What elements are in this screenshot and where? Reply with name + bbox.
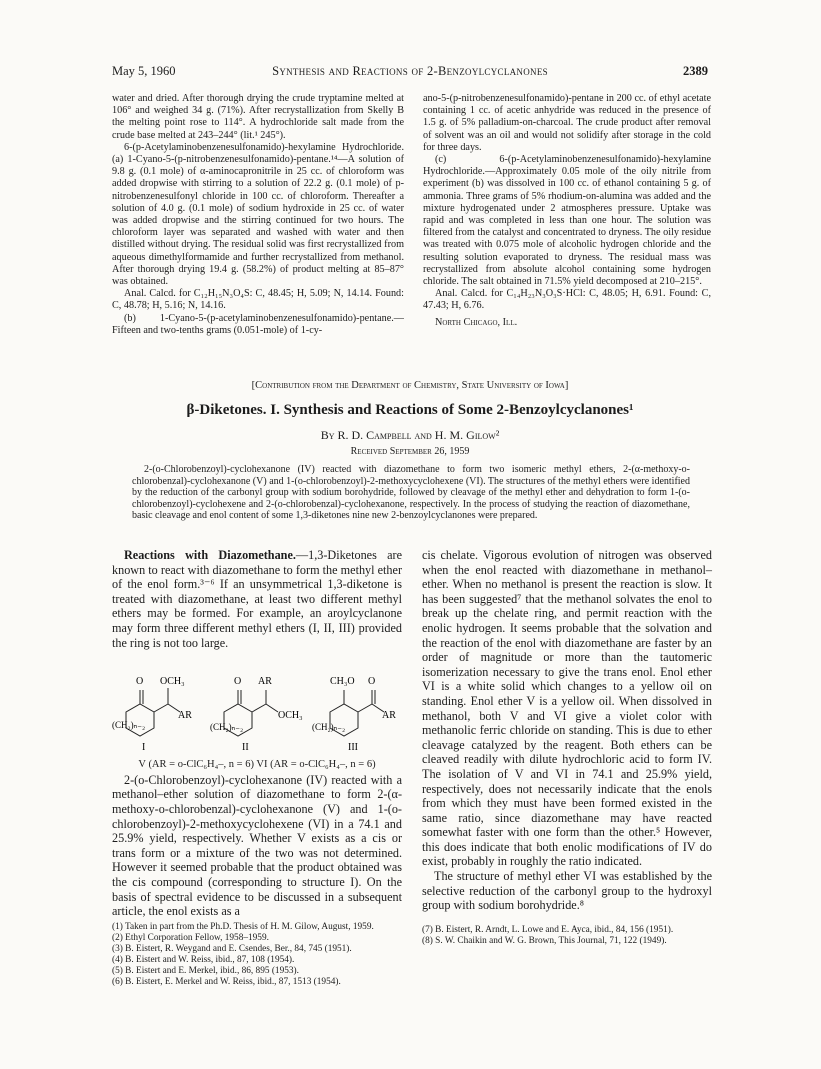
- analysis-line: Anal. Calcd. for C₁₂H₁₅N₃O₄S: C, 48.45; H, 5.09; N, 14.14. Found: C, 48.78; H, 5.16; N, 14.16.: [112, 288, 404, 312]
- structure-III-oxygen: O: [368, 676, 376, 688]
- structure-I-methoxy: OCH₃: [160, 676, 185, 688]
- footnote: (7) B. Eistert, R. Arndt, L. Lowe and E. Ayca, ibid., 84, 156 (1951).: [422, 924, 674, 935]
- footnote: (5) B. Eistert and E. Merkel, ibid., 86, 895 (1953).: [112, 965, 299, 976]
- body-left-column: [112, 548, 402, 988]
- structure-I-oxygen: O: [136, 676, 144, 688]
- structure-I-aryl: AR: [178, 710, 192, 722]
- footnote: (2) Ethyl Corporation Fellow, 1958–1959.: [112, 932, 269, 943]
- structure-II-ring: (CH₂)ₙ₋₂: [210, 722, 244, 733]
- structures-caption: V (AR = o-ClC₆H₄–, n = 6) VI (AR = o-ClC₆H₄–, n = 6): [138, 759, 376, 771]
- paragraph: 6-(p-Acetylaminobenzenesulfonamido)-hexylamine Hydrochloride. (a) 1-Cyano-5-(p-nitrobenzenesulfonamido)-pentane.¹⁴—A solution of 9.8 g. (0.1 mole) of α-aminocapronitrile in 25 cc. of chloroform was added dropwise with stirring to a solution of 22.2 g. (0.1 mole) of p-nitrobenzenesulfonyl chloride in 100 cc. of chloroform. Thereafter a solution of 4.0 g. (0.1 mole) of sodium hydroxide in 25 cc. of water was added dropwise and the stirring continued for two hours. The chloroform layer was separated and washed with water and then distilled without drying. The residual solid was first recrystallized from aqueous dimethylformamide and further recrystallized from methanol. After thorough drying 19.4 g. (58.2%) of product melting at 85–87° was obtained.: [112, 141, 404, 288]
- footnotes-left: [112, 922, 402, 988]
- structure-II-aryl: AR: [258, 676, 272, 688]
- page-number: 2389: [683, 64, 708, 78]
- paragraph: (b) 1-Cyano-5-(p-acetylaminobenzenesulfonamido)-pentane.—Fifteen and two-tenths grams (0.051-mole) of 1-cy-: [112, 312, 404, 336]
- paragraph: water and dried. After thorough drying the crude tryptamine melted at 106° and weighed 34 g. (71%). After recrystallization from Skelly B the melting point rose to 114°. A hydrochloride salt made from the crude base melted at 243–244° (lit.¹ 245°).: [112, 93, 404, 141]
- paragraph-text: —1,3-Diketones are known to react with diazomethane to form the methyl ether of the enol form.³⁻⁶ If an unsymmetrical 1,3-diketone is treated with diazomethane, at least two different methyl ethers may be formed. For example, an aroylcyclanone may form three different methyl ethers (I, II, III) provided the ring is not too large.: [112, 548, 402, 650]
- running-title: Synthesis and Reactions of 2-Benzoylcyclanones: [272, 64, 548, 78]
- article-title: β-Diketones. I. Synthesis and Reactions of Some 2-Benzoylcyclanones¹: [186, 402, 634, 418]
- footnote: (4) B. Eistert and W. Reiss, ibid., 87, 108 (1954).: [112, 954, 295, 965]
- paragraph: (c) 6-(p-Acetylaminobenzenesulfonamido)-hexylamine Hydrochloride.—Approximately 0.05 mole of the oily nitrile from experiment (b) was dissolved in 100 cc. of ethanol containing 5 g. of ammonia. Three grams of 5% rhodium-on-alumina was added and the mixture hydrogenated under 2 atmospheres pressure. Uptake was rapid and was completed in less than one hour. The solution was filtered from the catalyst and concentrated to dryness. The oily residue was treated with 0.075 mole of alcoholic hydrogen chloride and the resulting solution evaporated to dryness. The residual mass was recrystallized from absolute alcohol containing some hydrogen chloride. The salt obtained in 71.5% yield decomposed at 210–215°.: [423, 154, 711, 288]
- paragraph: ano-5-(p-nitrobenzenesulfonamido)-pentane in 200 cc. of ethyl acetate containing 1 cc. of acetic anhydride was reduced in the presence of 1.5 g. of 5% palladium-on-charcoal. The crude product after removal of solvent was an oil and would not solidify after storage in the cold for three days.: [423, 93, 711, 153]
- structure-II-methoxy: OCH₃: [278, 710, 303, 722]
- footnote: (1) Taken in part from the Ph.D. Thesis of H. M. Gilow, August, 1959.: [112, 921, 374, 932]
- abstract: 2-(o-Chlorobenzoyl)-cyclohexanone (IV) reacted with diazomethane to form two isomeric methyl ethers, 2-(α-methoxy-o-chlorobenzal)-cyclohexanone (V) and 1-(o-chlorobenzoyl)-2-methoxycyclohexene (VI). The structures of the methyl ethers were identified by the reduction of the carbonyl group with sodium borohydride, followed by cleavage of the methyl ether and dehydration to form 1-(o-chlorobenzoyl)-cyclohexene and 2-(o-chlorobenzal)-cyclohexanone, respectively. In the process of studying the reaction of diazomethane, basic cleavage and enol content of some 1,3-diketones nine new 2-benzoylcyclanones were prepared.: [132, 464, 690, 522]
- section-heading: Reactions with Diazomethane.: [124, 548, 296, 562]
- previous-article-right-column: [423, 93, 711, 329]
- footnote: (3) B. Eistert, R. Weygand and E. Csendes, Ber., 84, 745 (1951).: [112, 943, 352, 954]
- footnotes-right: [422, 925, 712, 947]
- analysis-line: Anal. Calcd. for C₁₄H₂₃N₃O₃S·HCl: C, 48.05; H, 6.91. Found: C, 47.43; H, 6.76.: [423, 288, 711, 312]
- received-date: Received September 26, 1959: [350, 446, 470, 457]
- structure-III-label: III: [348, 742, 358, 754]
- contribution-line: [Contribution from the Department of Chemistry, State University of Iowa]: [251, 380, 569, 391]
- footnote: (8) S. W. Chaikin and W. G. Brown, This Journal, 71, 122 (1949).: [422, 935, 667, 946]
- structure-III-ring: (CH₂)ₙ₋₂: [312, 722, 346, 733]
- structure-III-methoxy: CH₃O: [330, 676, 355, 688]
- article-authors: By R. D. Campbell and H. M. Gilow²: [320, 428, 500, 442]
- footnote: (6) B. Eistert, E. Merkel and W. Reiss, ibid., 87, 1513 (1954).: [112, 976, 341, 987]
- structure-I-label: I: [142, 742, 146, 754]
- issue-date: May 5, 1960: [112, 64, 176, 78]
- paragraph: [112, 548, 402, 650]
- structure-I-ring: (CH₂)ₙ₋₂: [112, 720, 146, 731]
- paragraph: The structure of methyl ether VI was established by the selective reduction of the carbonyl group to the hydroxyl group with sodium borohydride.⁸: [422, 869, 712, 913]
- structure-III-aryl: AR: [382, 710, 396, 722]
- paragraph: 2-(o-Chlorobenzoyl)-cyclohexanone (IV) reacted with a methanol–ether solution of diazomethane to form 2-(α-methoxy-o-chlorobenzal)-cyclohexanone (V) and 1-(o-chlorobenzoyl)-2-methoxycyclohexene (VI) in a 74.1 and 25.9% yield, respectively. Whether V exists as a cis or trans form or a mixture of the two was not determined. However it seemed probable that the product obtained was the cis compound (corresponding to structure I). On the basis of spectral evidence to be discussed in a subsequent article, the enol exists as a: [112, 772, 402, 919]
- structure-II-label: II: [242, 742, 249, 754]
- structure-II-oxygen: O: [234, 676, 242, 688]
- location-signature: North Chicago, Ill.: [435, 316, 518, 328]
- chemical-structures-figure: [112, 654, 402, 756]
- previous-article-left-column: [112, 93, 404, 337]
- page-header: [112, 64, 708, 82]
- body-right-column: [422, 548, 712, 947]
- paragraph: cis chelate. Vigorous evolution of nitrogen was observed when the enol reacted with diazomethane in methanol–ether. When no methanol is present the reaction is slow. It has been suggested⁷ that the methanol solvates the enol to break up the chelate ring, and permit reaction with the enolic hydrogen. It seems probable that the solvation and the reaction of the enol with diazomethane are faster by an order of magnitude or more than the tautomeric isomerization necessary to give the trans enol. Enol ether VI is a white solid which changes to a yellow oil on standing. Enol ether V is a yellow oil. When dissolved in methanol, both V and VI give a violet color with methanolic ferric chloride on standing. This is due to ether cleavage catalyzed by the reagent. Both ethers can be cleaved readily with dilute hydrochloric acid to form IV. The isolation of V and VI in 74.1 and 25.9% yield, respectively, does not necessarily indicate that the enols from which they must have been formed existed in the same ratio, since diazomethane may have reacted somewhat faster with one form than the other.⁵ However, this does indicate that both enolic modifications of IV do exist, probably in roughly the ratio indicated.: [422, 548, 712, 869]
